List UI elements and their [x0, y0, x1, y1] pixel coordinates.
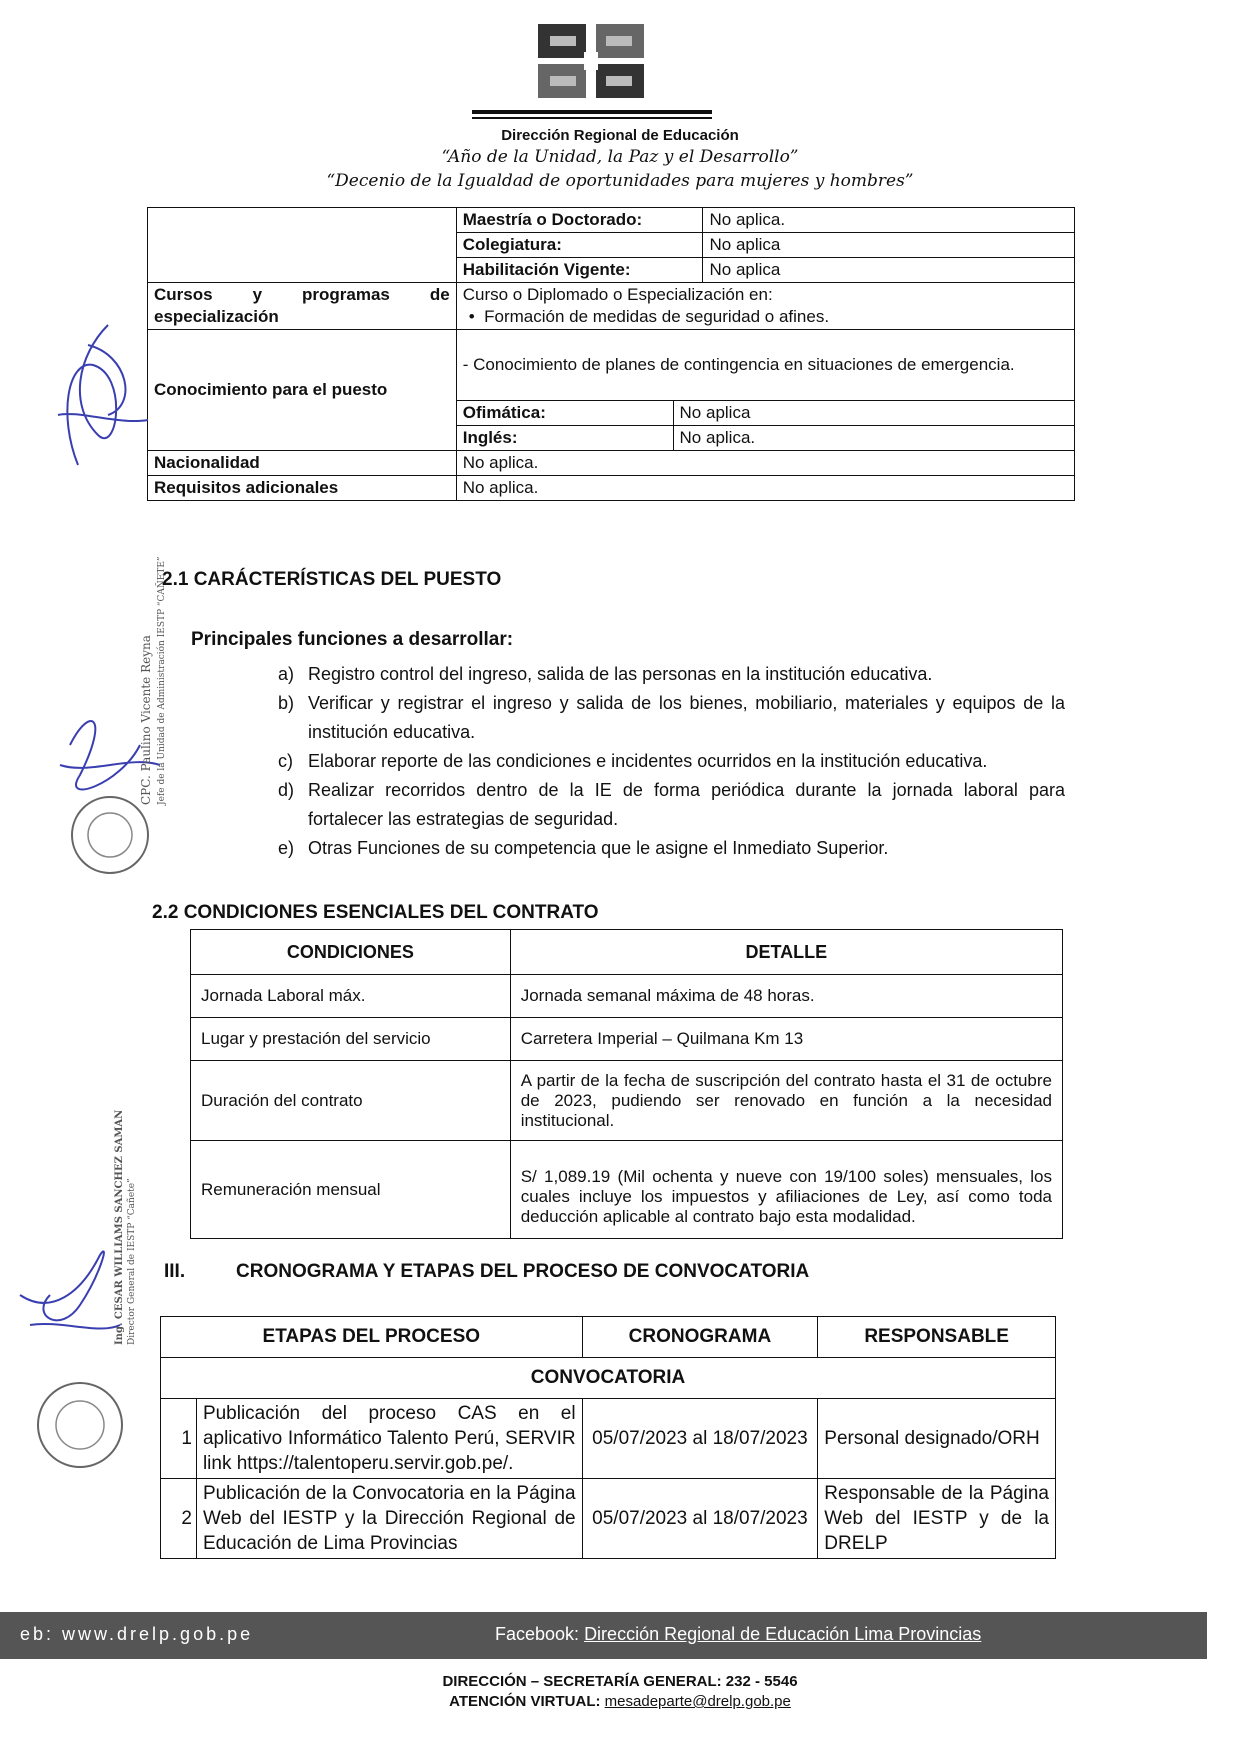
list-item: [270, 747, 1065, 776]
table-row: [191, 975, 1063, 1018]
header-rule: [472, 110, 712, 114]
requirements-table: [147, 207, 1075, 501]
footer-phone: DIRECCIÓN – SECRETARÍA GENERAL: 232 - 5546: [442, 1673, 798, 1690]
list-text: Registro control del ingreso, salida de las personas en la institución educativa.: [308, 664, 933, 684]
table-row: [161, 1479, 1056, 1559]
cursos-value: [456, 283, 1074, 330]
ingles-value: No aplica.: [673, 426, 1074, 451]
functions-title: Principales funciones a desarrollar:: [191, 629, 514, 650]
ofimatica-label: Ofimática:: [456, 401, 673, 426]
adicionales-label: Requisitos adicionales: [148, 476, 457, 501]
condition-cell: Jornada Laboral máx.: [191, 975, 511, 1018]
habilitacion-value: No aplica: [703, 258, 1075, 283]
nacionalidad-label: Nacionalidad: [148, 451, 457, 476]
stage-cell: Publicación de la Convocatoria en la Página Web del IESTP y la Dirección Regional de Educación de Lima Provincias: [196, 1479, 582, 1559]
detail-header: DETALLE: [510, 930, 1062, 975]
conditions-header: CONDICIONES: [191, 930, 511, 975]
cursos-bullet: Formación de medidas de seguridad o afines.: [484, 307, 830, 326]
stamp1-role: Jefe de la Unidad de Administración IESTP “CAÑETE”: [157, 556, 167, 805]
schedule-table: [160, 1316, 1056, 1559]
section-2-2-title: 2.2 CONDICIONES ESENCIALES DEL CONTRATO: [152, 902, 599, 923]
adicionales-value: No aplica.: [456, 476, 1074, 501]
list-text: Otras Funciones de su competencia que le asigne el Inmediato Superior.: [308, 838, 889, 858]
list-letter: a): [278, 664, 295, 684]
colegiatura-label: Colegiatura:: [456, 233, 703, 258]
table-row: [191, 1018, 1063, 1061]
maestria-value: No aplica.: [703, 208, 1075, 233]
maestria-label: Maestría o Doctorado:: [456, 208, 703, 233]
stamp2-name: Ing. CESAR WILLIAMS SANCHEZ SAMAN: [114, 1109, 125, 1345]
section-2-1-title: 2.1 CARÁCTERÍSTICAS DEL PUESTO: [162, 569, 502, 590]
footer-facebook: [495, 1624, 981, 1645]
stamp1-name: CPC. Paulino Vicente Reyna: [139, 635, 153, 805]
footer-facebook-label: Facebook:: [495, 1624, 585, 1644]
cursos-label: Cursos y programas de especialización: [148, 283, 457, 330]
table-row: [161, 1399, 1056, 1479]
stamp-director: [10, 1109, 140, 1485]
list-text: Realizar recorridos dentro de la IE de forma periódica durante la jornada laboral para fortalecer las estrategias de seguridad.: [308, 780, 1065, 829]
header-rule-thin: [472, 117, 712, 119]
footer-website-link[interactable]: eb: www.drelp.gob.pe: [20, 1624, 254, 1644]
institution-logo: [536, 22, 646, 100]
footer-facebook-link[interactable]: Dirección Regional de Educación Lima Provincias: [584, 1624, 982, 1644]
responsible-header: RESPONSABLE: [818, 1317, 1056, 1358]
footer-email-link[interactable]: mesadeparte@drelp.gob.pe: [604, 1693, 791, 1710]
header-year-motto: “Año de la Unidad, la Paz y el Desarrollo”: [441, 147, 799, 167]
detail-cell: S/ 1,089.19 (Mil ochenta y nueve con 19/100 soles) mensuales, los cuales incluye los impuestos y afiliaciones de Ley, así como toda deducción aplicable al contrato bajo esta modalidad.: [510, 1141, 1062, 1239]
header-decade-motto: “Decenio de la Igualdad de oportunidades para mujeres y hombres”: [326, 171, 914, 191]
footer-virtual-label: ATENCIÓN VIRTUAL:: [449, 1693, 605, 1710]
list-text: Verificar y registrar el ingreso y salida de los bienes, mobiliario, materiales y equipos de la institución educativa.: [308, 693, 1065, 742]
header-org: Dirección Regional de Educación: [501, 127, 739, 144]
ingles-label: Inglés:: [456, 426, 673, 451]
conocimiento-value: - Conocimiento de planes de contingencia en situaciones de emergencia.: [456, 330, 1074, 401]
detail-cell: Jornada semanal máxima de 48 horas.: [510, 975, 1062, 1018]
responsible-cell: Personal designado/ORH: [818, 1399, 1056, 1479]
cursos-intro: Curso o Diplomado o Especialización en:: [462, 285, 773, 304]
condition-cell: Duración del contrato: [191, 1061, 511, 1141]
conocimiento-label: Conocimiento para el puesto: [148, 330, 457, 451]
stamp2-role: Director General de IESTP “Cañete”: [127, 1178, 137, 1345]
schedule-cell: 05/07/2023 al 18/07/2023: [582, 1399, 818, 1479]
functions-list: [270, 660, 1065, 863]
stage-cell: Publicación del proceso CAS en el aplicativo Informático Talento Perú, SERVIR link https://talentoperu.servir.gob.pe/.: [196, 1399, 582, 1479]
list-item: [270, 689, 1065, 747]
detail-cell: A partir de la fecha de suscripción del contrato hasta el 31 de octubre de 2023, pudiendo ser renovado en función a la necesidad institucional.: [510, 1061, 1062, 1141]
list-item: [270, 660, 1065, 689]
detail-cell: Carretera Imperial – Quilmana Km 13: [510, 1018, 1062, 1061]
row-number: 2: [161, 1479, 197, 1559]
condition-cell: Remuneración mensual: [191, 1141, 511, 1239]
condition-cell: Lugar y prestación del servicio: [191, 1018, 511, 1061]
section-3-number: III.: [164, 1261, 186, 1282]
footer-bar: [0, 1612, 1207, 1659]
table-row: [191, 1061, 1063, 1141]
convocatoria-group-header: CONVOCATORIA: [161, 1358, 1056, 1399]
list-item: [270, 776, 1065, 834]
list-letter: b): [278, 693, 295, 713]
list-letter: c): [278, 751, 293, 771]
signature-1: [38, 315, 158, 485]
section-3-title: CRONOGRAMA Y ETAPAS DEL PROCESO DE CONVOCATORIA: [236, 1261, 810, 1282]
schedule-header: CRONOGRAMA: [582, 1317, 818, 1358]
list-letter: d): [278, 780, 295, 800]
conditions-table: [190, 929, 1063, 1239]
colegiatura-value: No aplica: [703, 233, 1075, 258]
requirements-empty-cell: [148, 208, 457, 283]
row-number: 1: [161, 1399, 197, 1479]
table-row: [191, 1141, 1063, 1239]
list-letter: e): [278, 838, 295, 858]
stages-header: ETAPAS DEL PROCESO: [161, 1317, 583, 1358]
list-item: [270, 834, 1065, 863]
stamp-administration: [40, 556, 170, 875]
footer-virtual: [0, 1693, 1240, 1710]
ofimatica-value: No aplica: [673, 401, 1074, 426]
schedule-cell: 05/07/2023 al 18/07/2023: [582, 1479, 818, 1559]
list-text: Elaborar reporte de las condiciones e incidentes ocurridos en la institución educativa.: [308, 751, 988, 771]
cursos-bullet-item: • Formación de medidas de seguridad o afines.: [468, 307, 830, 326]
habilitacion-label: Habilitación Vigente:: [456, 258, 703, 283]
responsible-cell: Responsable de la Página Web del IESTP y de la DRELP: [818, 1479, 1056, 1559]
nacionalidad-value: No aplica.: [456, 451, 1074, 476]
